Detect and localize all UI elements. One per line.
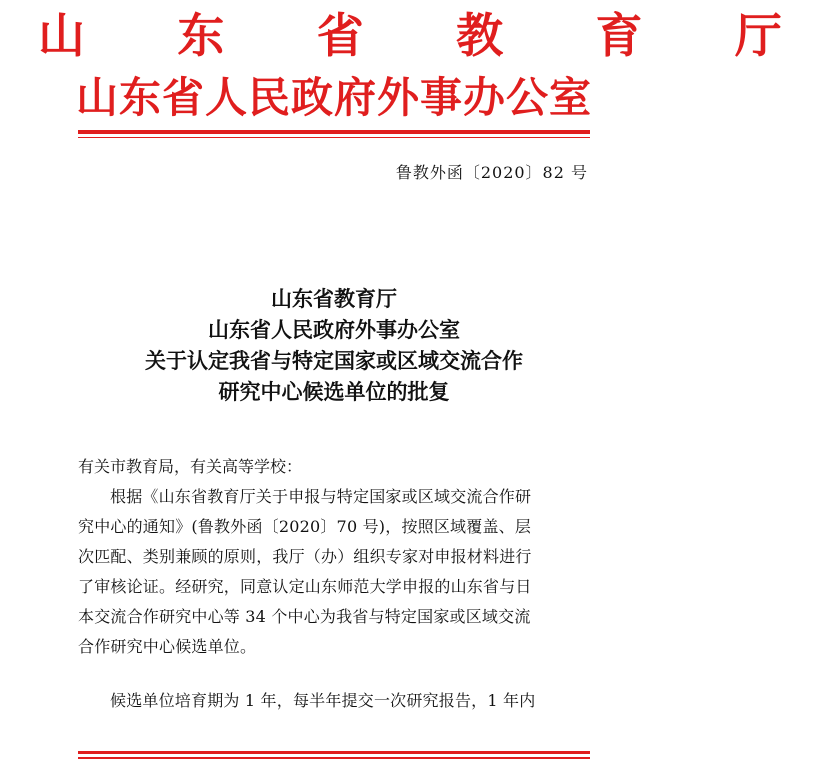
red-rule-bottom-thin <box>78 757 590 759</box>
red-rule-top-thin <box>78 137 590 138</box>
masthead-issuer-foreign-affairs-office: 山东省人民政府外事办公室 <box>75 73 592 122</box>
body-paragraph-1 <box>78 482 592 662</box>
title-line-4: 研究中心候选单位的批复 <box>218 379 450 404</box>
red-rule-top-thick <box>78 130 590 134</box>
red-rule-bottom-thick <box>78 751 590 754</box>
paragraph-line: 根据《山东省教育厅关于申报与特定国家或区域交流合作研 <box>110 487 532 506</box>
title-line-2: 山东省人民政府外事办公室 <box>208 317 460 342</box>
document-title <box>0 283 668 407</box>
paragraph-line: 合作研究中心候选单位。 <box>78 637 257 656</box>
paragraph-line: 次匹配、类别兼顾的原则，我厅（办）组织专家对申报材料进行 <box>78 547 532 566</box>
paragraph-line: 究中心的通知》(鲁教外函〔2020〕70 号)，按照区域覆盖、层 <box>78 517 532 536</box>
paragraph-line: 本交流合作研究中心等 34 个中心为我省与特定国家或区域交流 <box>78 607 531 626</box>
paragraph-line: 候选单位培育期为 1 年，每半年提交一次研究报告，1 年内 <box>110 691 536 710</box>
masthead-issuer-education-dept: 山 东 省 教 育 厅 <box>38 9 820 64</box>
body-paragraph-2 <box>78 686 592 716</box>
document-number: 鲁教外函〔2020〕82 号 <box>395 163 588 182</box>
paragraph-line: 了审核论证。经研究，同意认定山东师范大学申报的山东省与日 <box>78 577 532 596</box>
salutation: 有关市教育局，有关高等学校： <box>78 457 303 476</box>
title-line-1: 山东省教育厅 <box>271 286 397 311</box>
title-line-3: 关于认定我省与特定国家或区域交流合作 <box>145 348 523 373</box>
